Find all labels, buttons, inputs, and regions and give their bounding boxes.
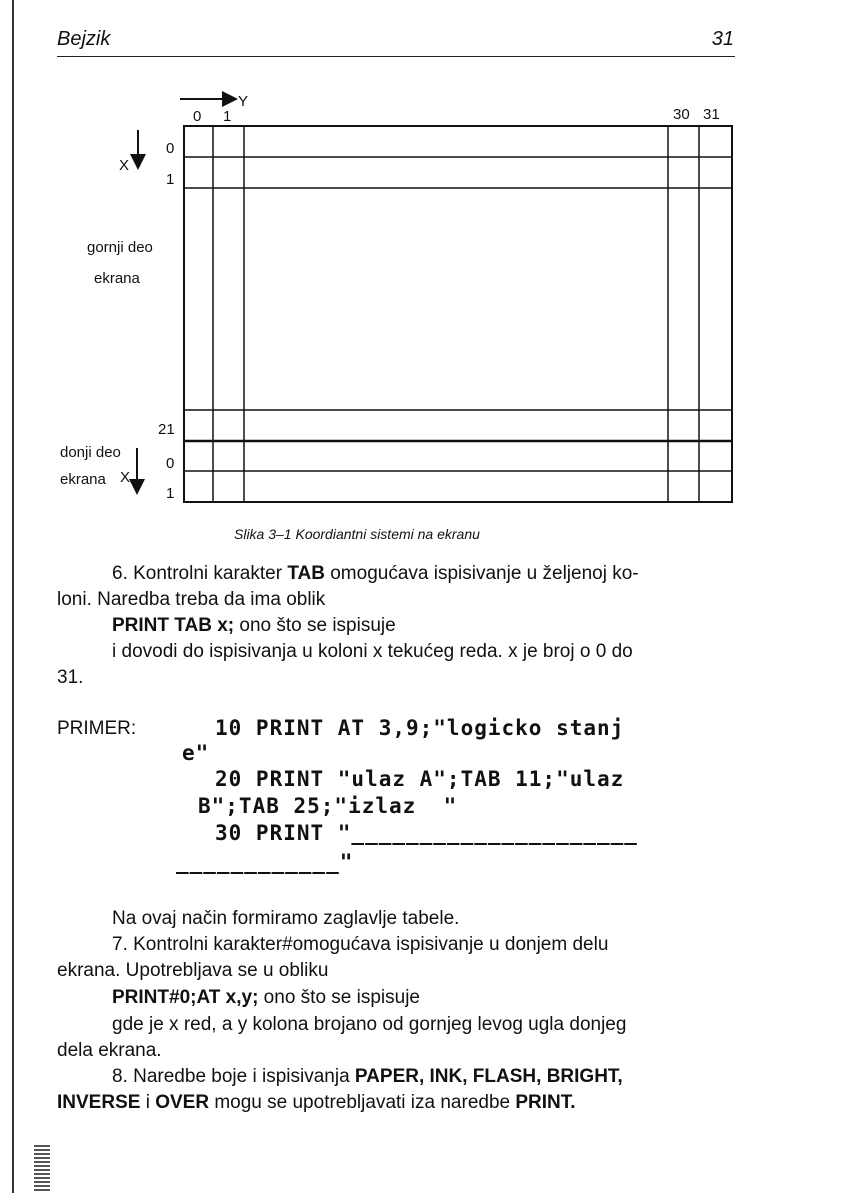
coordinate-grid-diagram — [0, 0, 858, 520]
col-label-31: 31 — [703, 106, 720, 123]
section7-line0: Na ovaj način formiramo zaglavlje tabele. — [112, 908, 460, 929]
row-label-low-1: 1 — [166, 485, 175, 502]
upper-screen-label-1: gornji deo — [87, 239, 153, 256]
code-line-6: ____________" — [176, 850, 354, 874]
section6-line5: 31. — [57, 667, 84, 688]
page-number: 31 — [711, 28, 734, 50]
section6-line3: PRINT TAB x; ono što se ispisuje — [112, 615, 396, 636]
lower-screen-label-2: ekrana — [60, 471, 106, 488]
row-label-low-0: 0 — [166, 455, 175, 472]
section7-line3: PRINT#0;AT x,y; ono što se ispisuje — [112, 987, 420, 1008]
section6-line4: i dovodi do ispisivanja u koloni x tekućeg reda. x je broj o 0 do — [112, 641, 633, 662]
section7-line2: ekrana. Upotrebljava se u obliku — [57, 960, 329, 981]
x-axis-label-upper: X — [119, 157, 130, 174]
section8-line2: INVERSE i OVER mogu se upotrebljavati iza naredbe PRINT. — [57, 1092, 576, 1113]
section6-line1: 6. Kontrolni karakter TAB omogućava ispisivanje u željenoj ko- — [112, 563, 639, 584]
section7-line5: dela ekrana. — [57, 1040, 162, 1061]
x-axis-label-lower: X — [120, 469, 131, 486]
section7-line1: 7. Kontrolni karakter#omogućava ispisivanje u donjem delu — [112, 934, 609, 955]
col-label-1: 1 — [223, 108, 232, 125]
figure-caption: Slika 3–1 Koordiantni sistemi na ekranu — [234, 526, 480, 542]
row-label-1: 1 — [166, 171, 175, 188]
code-line-2: e" — [182, 741, 210, 765]
row-label-21: 21 — [158, 421, 175, 438]
code-line-3: 20 PRINT "ulaz A";TAB 11;"ulaz — [215, 767, 625, 791]
section6-line2: loni. Naredba treba da ima oblik — [57, 589, 326, 610]
example-label: PRIMER: — [57, 718, 137, 739]
code-line-1: 10 PRINT AT 3,9;"logicko stanj — [215, 716, 625, 740]
upper-screen-label-2: ekrana — [94, 270, 140, 287]
screen-outline — [184, 126, 732, 502]
code-line-4: B";TAB 25;"izlaz " — [198, 794, 458, 818]
lower-screen-label-1: donji deo — [60, 444, 121, 461]
row-label-0: 0 — [166, 140, 175, 157]
scan-artifact — [34, 1145, 50, 1191]
section8-line1: 8. Naredbe boje i ispisivanja PAPER, INK, FLASH, BRIGHT, — [112, 1066, 623, 1087]
y-axis-label: Y — [238, 93, 249, 110]
section7-line4: gde je x red, a y kolona brojano od gornjeg levog ugla donjeg — [112, 1014, 627, 1035]
col-label-30: 30 — [673, 106, 690, 123]
code-line-5: 30 PRINT "_____________________ — [215, 821, 638, 845]
running-header-title: Bejzik — [57, 28, 111, 50]
col-label-0: 0 — [193, 108, 202, 125]
